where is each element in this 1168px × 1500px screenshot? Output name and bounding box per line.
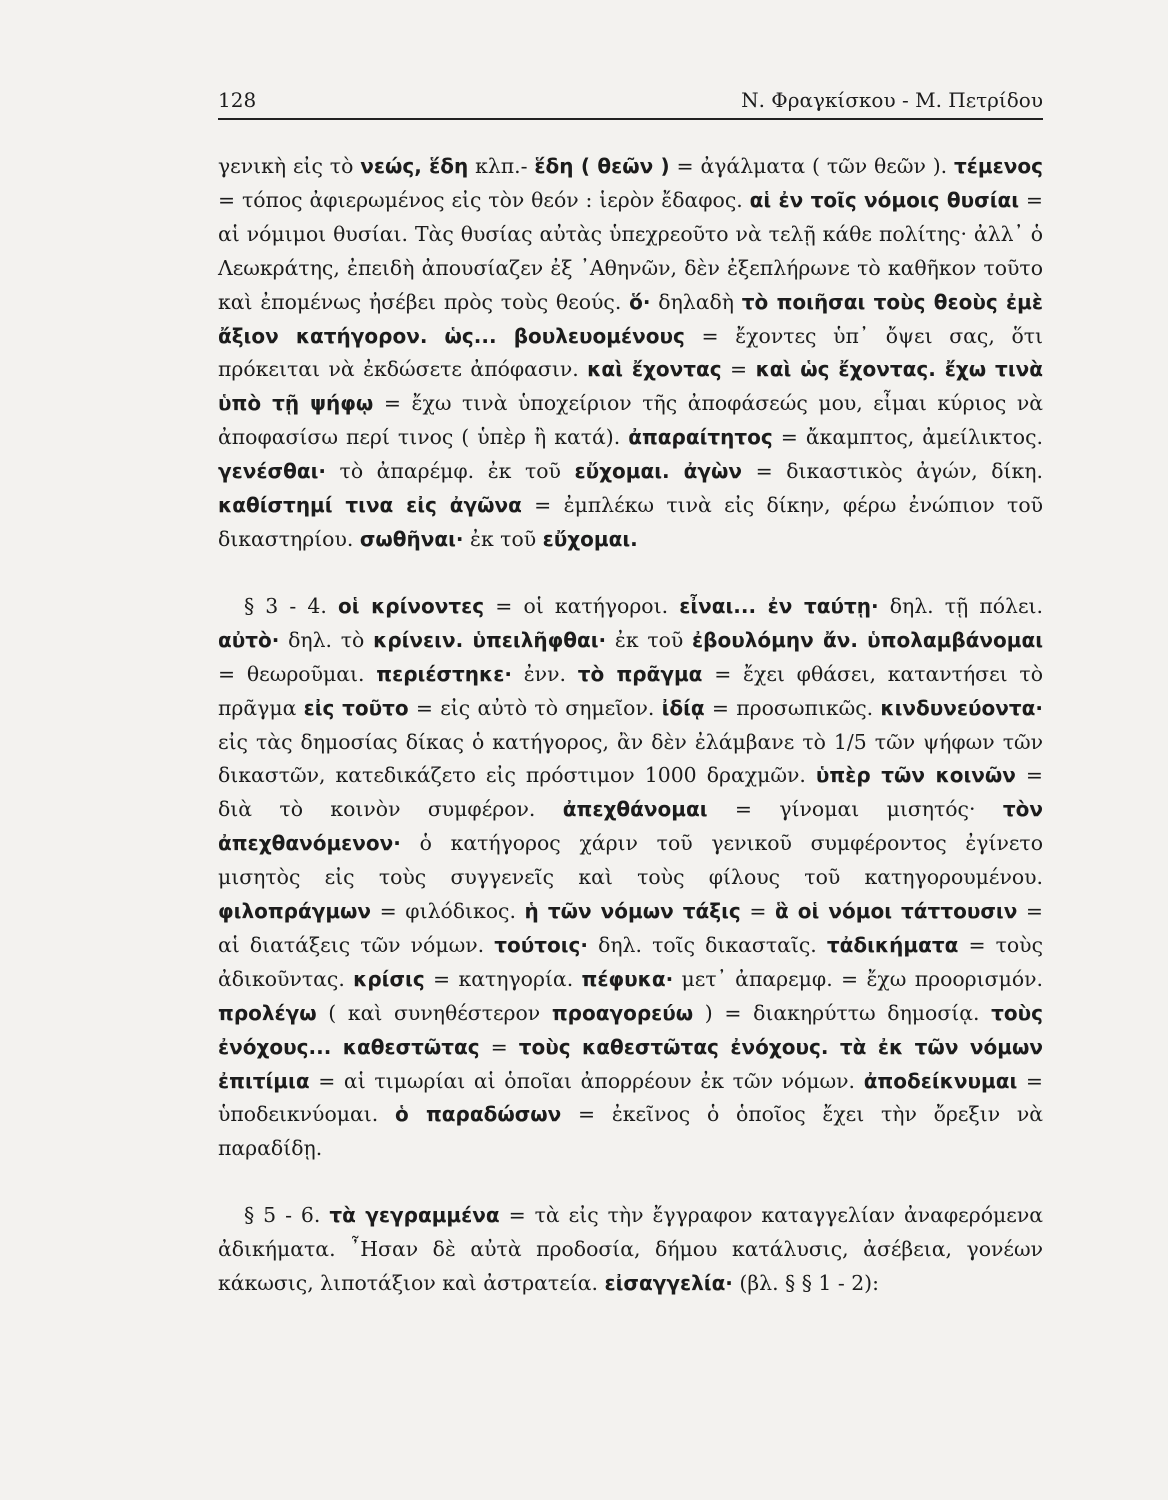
gloss-text: (βλ. § § 1 - 2): <box>732 1271 880 1296</box>
lemma-term: κρίσις <box>353 966 425 991</box>
page-number: 128 <box>218 88 257 112</box>
lemma-term: ἰδίᾳ <box>661 695 705 720</box>
lemma-term: τὸ πρᾶγμα <box>577 661 703 686</box>
gloss-text: = ἔχοντες ὑπ᾽ ὄψει σας, ὅτι πρόκειται νὰ ἐκδώσετε ἀπόφασιν. <box>218 323 1043 382</box>
lemma-term: οἱ κρίνοντες <box>337 593 485 618</box>
lemma-term: ἀπεχθάνομαι <box>562 797 708 822</box>
gloss-text: = <box>479 1034 519 1059</box>
gloss-text: = <box>740 899 775 924</box>
gloss-text: = ἀγάλματα ( τῶν θεῶν ). <box>669 154 955 178</box>
lemma-term: εὔχομαι. <box>542 526 638 551</box>
lemma-term: αὐτὸ· <box>218 627 280 652</box>
gloss-text: = διὰ τὸ κοινὸν συμφέρον. <box>218 763 1044 822</box>
lemma-term: προλέγω <box>218 1000 317 1025</box>
lemma-term: ἀποδείκνυμαι <box>863 1068 1018 1093</box>
lemma-term: τὰ γεγραμμένα <box>329 1203 500 1228</box>
paragraph-section-3-4 <box>218 590 1043 1166</box>
lemma-term: πέφυκα· <box>581 966 674 991</box>
gloss-text: κλπ.- <box>468 154 535 178</box>
gloss-text: ἐνν. <box>511 661 578 686</box>
lemma-term: προαγορεύω <box>551 1000 694 1025</box>
lemma-term: τέμενος <box>954 154 1043 178</box>
gloss-text: = ἔχει φθάσει, καταντήσει τὸ πρᾶγμα <box>218 661 1043 720</box>
gloss-text: = οἱ κατήγοροι. <box>484 593 680 618</box>
lemma-term: ἕδη ( θεῶν ) <box>534 154 670 178</box>
lemma-term: τἀδικήματα <box>826 932 959 957</box>
gloss-text: = αἱ διατάξεις τῶν νόμων. <box>218 899 1043 957</box>
gloss-text: § 5 - 6. <box>244 1203 330 1228</box>
paragraph-section-5-6 <box>218 1199 1043 1301</box>
lemma-term: ἃ οἱ νόμοι τάττουσιν <box>775 899 1018 924</box>
lemma-term: τοὺς ἐνόχους... καθεστῶτας <box>218 1000 1043 1059</box>
gloss-text: ( καὶ συνηθέστερον <box>316 1000 552 1025</box>
commentary-body <box>218 150 1043 1301</box>
lemma-term: ἡ τῶν νόμων τάξις <box>524 899 741 924</box>
gloss-text: = <box>721 357 756 382</box>
lemma-term: ἀπαραίτητος <box>628 425 773 450</box>
gloss-text: δηλ. τῇ πόλει. <box>878 593 1043 618</box>
lemma-term: ὑπὲρ τῶν κοινῶν <box>815 763 1016 788</box>
lemma-term: τοὺς καθεστῶτας ἐνόχους. τὰ ἐκ τῶν νόμων ἐπιτίμια <box>218 1034 1043 1093</box>
lemma-term: γενέσθαι· <box>218 459 326 484</box>
lemma-term: τούτοις· <box>494 932 588 957</box>
lemma-term: φιλοπράγμων <box>218 899 372 924</box>
gloss-text: δηλ. τοῖς δικασταῖς. <box>587 932 827 957</box>
gloss-text: = αἱ νόμιμοι θυσίαι. Τὰς θυσίας αὐτὰς ὑπεχρεοῦτο νὰ τελῇ κάθε πολίτης· ἀλλ᾽ ὁ Λεωκράτης, ἐπειδὴ ἀπουσίαζεν ἐξ ᾿Αθηνῶν, δὲν ἐξεπλήρωνε τὸ καθῆκον τοῦτο καὶ ἐπομένως ἠσέβει πρὸς τοὺς θεούς. <box>218 187 1043 314</box>
gloss-text: = ἔχω τινὰ ὑποχείριον τῆς ἀποφάσεώς μου, εἶμαι κύριος νὰ ἀποφασίσω περί τινος ( ὑπὲρ ἢ κατά). <box>218 391 1043 450</box>
gloss-text: = θεωροῦμαι. <box>218 661 377 686</box>
gloss-text: = δικαστικὸς ἀγών, δίκη. <box>742 459 1043 484</box>
gloss-text: τὸ ἀπαρέμφ. ἐκ τοῦ <box>325 459 575 484</box>
lemma-term: σωθῆναι· <box>359 526 464 551</box>
lemma-term: ὅ· <box>629 289 651 314</box>
gloss-text: = τὰ εἰς τὴν ἔγγραφον καταγγελίαν ἀναφερόμενα ἀδικήματα. ῏Ησαν δὲ αὐτὰ προδοσία, δήμου κατάλυσις, ἀσέβεια, γονέων κάκωσις, λιποτάξιον καὶ ἀστρατεία. <box>218 1203 1043 1296</box>
lemma-term: τὸν ἀπεχθανόμενον· <box>218 797 1043 856</box>
gloss-text: = κατηγορία. <box>424 966 582 991</box>
gloss-text: = γίνομαι μισητός· <box>707 797 1003 822</box>
lemma-term: τὸ ποιῆσαι τοὺς θεοὺς ἐμὲ ἄξιον κατήγορον. ὡς... βουλευομένους <box>218 289 1043 348</box>
gloss-text: = ὑποδεικνύομαι. <box>218 1068 1043 1127</box>
lemma-term: ἐβουλόμην ἄν. ὑπολαμβάνομαι <box>692 627 1044 652</box>
gloss-text: = ἐμπλέκω τινὰ εἰς δίκην, φέρω ἐνώπιον τοῦ δικαστηρίου. <box>218 493 1043 551</box>
gloss-text: = εἰς αὐτὸ τὸ σημεῖον. <box>408 695 662 720</box>
running-header <box>218 84 1043 120</box>
gloss-text: δηλαδὴ <box>650 289 742 314</box>
gloss-text: = προσωπικῶς. <box>704 695 881 720</box>
lemma-term: νεώς, ἕδη <box>360 154 469 178</box>
gloss-text: δηλ. τὸ <box>279 627 374 652</box>
lemma-term: καὶ ὡς ἔχοντας. ἔχω τινὰ ὑπὸ τῇ ψήφῳ <box>218 357 1043 416</box>
gloss-text: = φιλόδικος. <box>371 899 525 924</box>
lemma-term: ὁ παραδώσων <box>394 1102 562 1127</box>
gloss-text: ἐκ τοῦ <box>606 627 693 652</box>
gloss-text: = αἱ τιμωρίαι αἱ ὁποῖαι ἀπορρέουν ἐκ τῶν νόμων. <box>309 1068 864 1093</box>
lemma-term: καὶ ἔχοντας <box>587 357 722 382</box>
gloss-text: εἰς τὰς δημοσίας δίκας ὁ κατήγορος, ἂν δὲν ἐλάμβανε τὸ 1/5 τῶν ψήφων τῶν δικαστῶν, κατεδικάζετο εἰς πρόστιμον 1000 δραχμῶν. <box>218 729 1043 788</box>
gloss-text: ὁ κατήγορος χάριν τοῦ γενικοῦ συμφέροντος ἐγίνετο μισητὸς εἰς τοὺς συγγενεῖς καὶ τοὺς φίλους τοῦ κατηγορουμένου. <box>218 831 1043 890</box>
gloss-text: = τοὺς ἀδικοῦντας. <box>218 932 1043 991</box>
gloss-text: μετ᾽ ἀπαρεμφ. = ἔχω προορισμόν. <box>673 966 1043 991</box>
lemma-term: αἱ ἐν τοῖς νόμοις θυσίαι <box>749 187 1020 212</box>
gloss-text: = ἐκεῖνος ὁ ὁποῖος ἔχει τὴν ὄρεξιν νὰ παραδίδῃ. <box>218 1102 1044 1161</box>
lemma-term: εἶναι... ἐν ταύτῃ· <box>679 593 879 618</box>
gloss-text: γενικὴ εἰς τὸ <box>218 154 361 178</box>
lemma-term: περιέστηκε· <box>376 661 512 686</box>
lemma-term: εἰσαγγελία· <box>604 1271 733 1296</box>
lemma-term: εὔχομαι. ἀγὼν <box>574 459 743 484</box>
lemma-term: κρίνειν. ὑπειλῆφθαι· <box>373 627 607 652</box>
lemma-term: κινδυνεύοντα· <box>880 695 1043 720</box>
lemma-term: καθίστημί τινα εἰς ἀγῶνα <box>218 493 522 518</box>
running-title: Ν. Φραγκίσκου - Μ. Πετρίδου <box>741 88 1043 112</box>
lemma-term: εἰς τοῦτο <box>303 695 409 720</box>
gloss-text: ) = διακηρύττω δημοσίᾳ. <box>693 1000 992 1025</box>
gloss-text: § 3 - 4. <box>244 593 338 618</box>
gloss-text: ἐκ τοῦ <box>463 526 543 551</box>
gloss-text: = τόπος ἀφιερωμένος εἰς τὸν θεόν : ἱερὸν ἔδαφος. <box>218 187 750 212</box>
paragraph-intro <box>218 150 1043 557</box>
gloss-text: = ἄκαμπτος, ἀμείλικτος. <box>772 425 1043 450</box>
